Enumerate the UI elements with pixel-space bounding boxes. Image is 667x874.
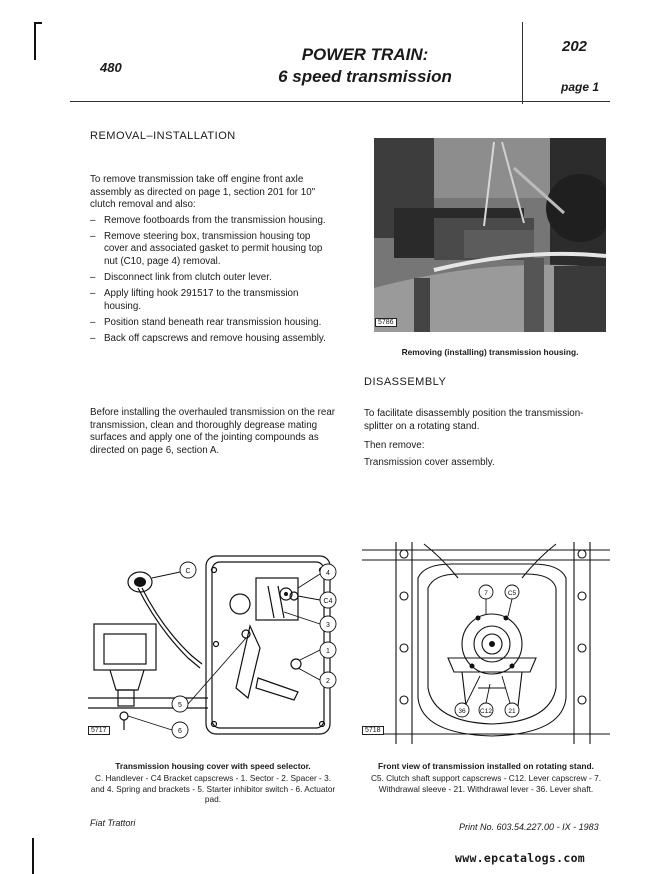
callout-label: 36	[458, 708, 466, 715]
figure-tag: 5718	[362, 726, 384, 735]
figure-right-caption: C5. Clutch shaft support capscrews - C12. Lever capscrew - 7. Withdrawal sleeve - 21. Withdrawal lever - 36. Lever shaft.	[370, 773, 602, 794]
removal-photo-image	[374, 138, 606, 332]
page-ref-number: 480	[100, 60, 122, 75]
step-item: – Disconnect link from clutch outer lever.	[90, 272, 336, 285]
callout-label: 2	[326, 678, 330, 685]
edge-crop-mark	[32, 838, 34, 874]
then-remove-text: Then remove:	[364, 440, 425, 452]
callout-label: 4	[326, 570, 330, 577]
transmission-front-drawing	[362, 538, 610, 744]
callout-label: 5	[178, 702, 182, 709]
install-note: Before installing the overhauled transmission on the rear transmission, clean and thoroughly degrease mating surfaces and apply one of the jointing compounds as directed on page 6, section A.	[90, 407, 336, 456]
callout-label: C12	[480, 708, 492, 715]
figure-tag: 5717	[88, 726, 110, 735]
footer-print-number: Print No. 603.54.227.00 - IX - 1983	[459, 822, 599, 832]
callout-label: C5	[507, 590, 517, 597]
corner-crop-mark	[34, 22, 42, 60]
callout-label: C4	[323, 598, 333, 605]
selector-cover-figure	[88, 548, 338, 744]
figure-left-caption: C. Handlever - C4 Bracket capscrews - 1. Sector - 2. Spacer - 3. and 4. Spring and brackets - 5. Starter inhibitor switch - 6. Actuator pad.	[90, 773, 336, 804]
callout-label: 3	[326, 622, 330, 629]
removal-intro: To remove transmission take off engine front axle assembly as directed on page 1, section 201 for 10" clutch removal and also:	[90, 174, 316, 211]
step-item: – Remove steering box, transmission housing top cover and associated gasket to permit housing top nut (C10, page 4) removal.	[90, 231, 336, 269]
page-title	[230, 44, 500, 88]
disassembly-heading: DISASSEMBLY	[364, 376, 447, 388]
section-number: 202	[562, 38, 588, 55]
callout-label: 7	[484, 590, 488, 597]
title-line-2: 6 speed transmission	[278, 67, 452, 86]
removal-heading: REMOVAL–INSTALLATION	[90, 130, 236, 142]
step-item: – Remove footboards from the transmission housing.	[90, 215, 336, 228]
header-divider-horizontal	[70, 101, 610, 102]
step-item: – Position stand beneath rear transmission housing.	[90, 317, 336, 330]
title-line-1: POWER TRAIN:	[301, 45, 429, 64]
photo-caption: Removing (installing) transmission housing.	[401, 347, 579, 357]
figure-left-caption-title: Transmission housing cover with speed selector.	[115, 761, 311, 771]
callout-label: 1	[326, 648, 330, 655]
removal-steps	[90, 215, 336, 346]
step-item: – Apply lifting hook 291517 to the transmission housing.	[90, 288, 336, 313]
callout-label: 6	[178, 728, 182, 735]
selector-cover-drawing	[88, 548, 338, 744]
disassembly-para: To facilitate disassembly position the transmission-splitter on a rotating stand.	[364, 408, 584, 432]
removal-section	[90, 174, 336, 349]
header-divider-vertical	[522, 22, 523, 104]
disassembly-section	[364, 408, 609, 469]
callout-label: 21	[508, 708, 516, 715]
transmission-front-figure	[362, 538, 610, 744]
footer-brand: Fiat Trattori	[90, 818, 136, 828]
photo-tag: 5786	[375, 318, 397, 327]
figure-right-caption-title: Front view of transmission installed on rotating stand.	[378, 761, 594, 771]
callout-label: C	[185, 568, 191, 575]
removal-photo	[374, 138, 606, 332]
watermark-url: www.epcatalogs.com	[455, 851, 586, 865]
remove-item: Transmission cover assembly.	[364, 456, 495, 468]
step-item: – Back off capscrews and remove housing assembly.	[90, 333, 336, 346]
page-label: page 1	[561, 80, 600, 94]
